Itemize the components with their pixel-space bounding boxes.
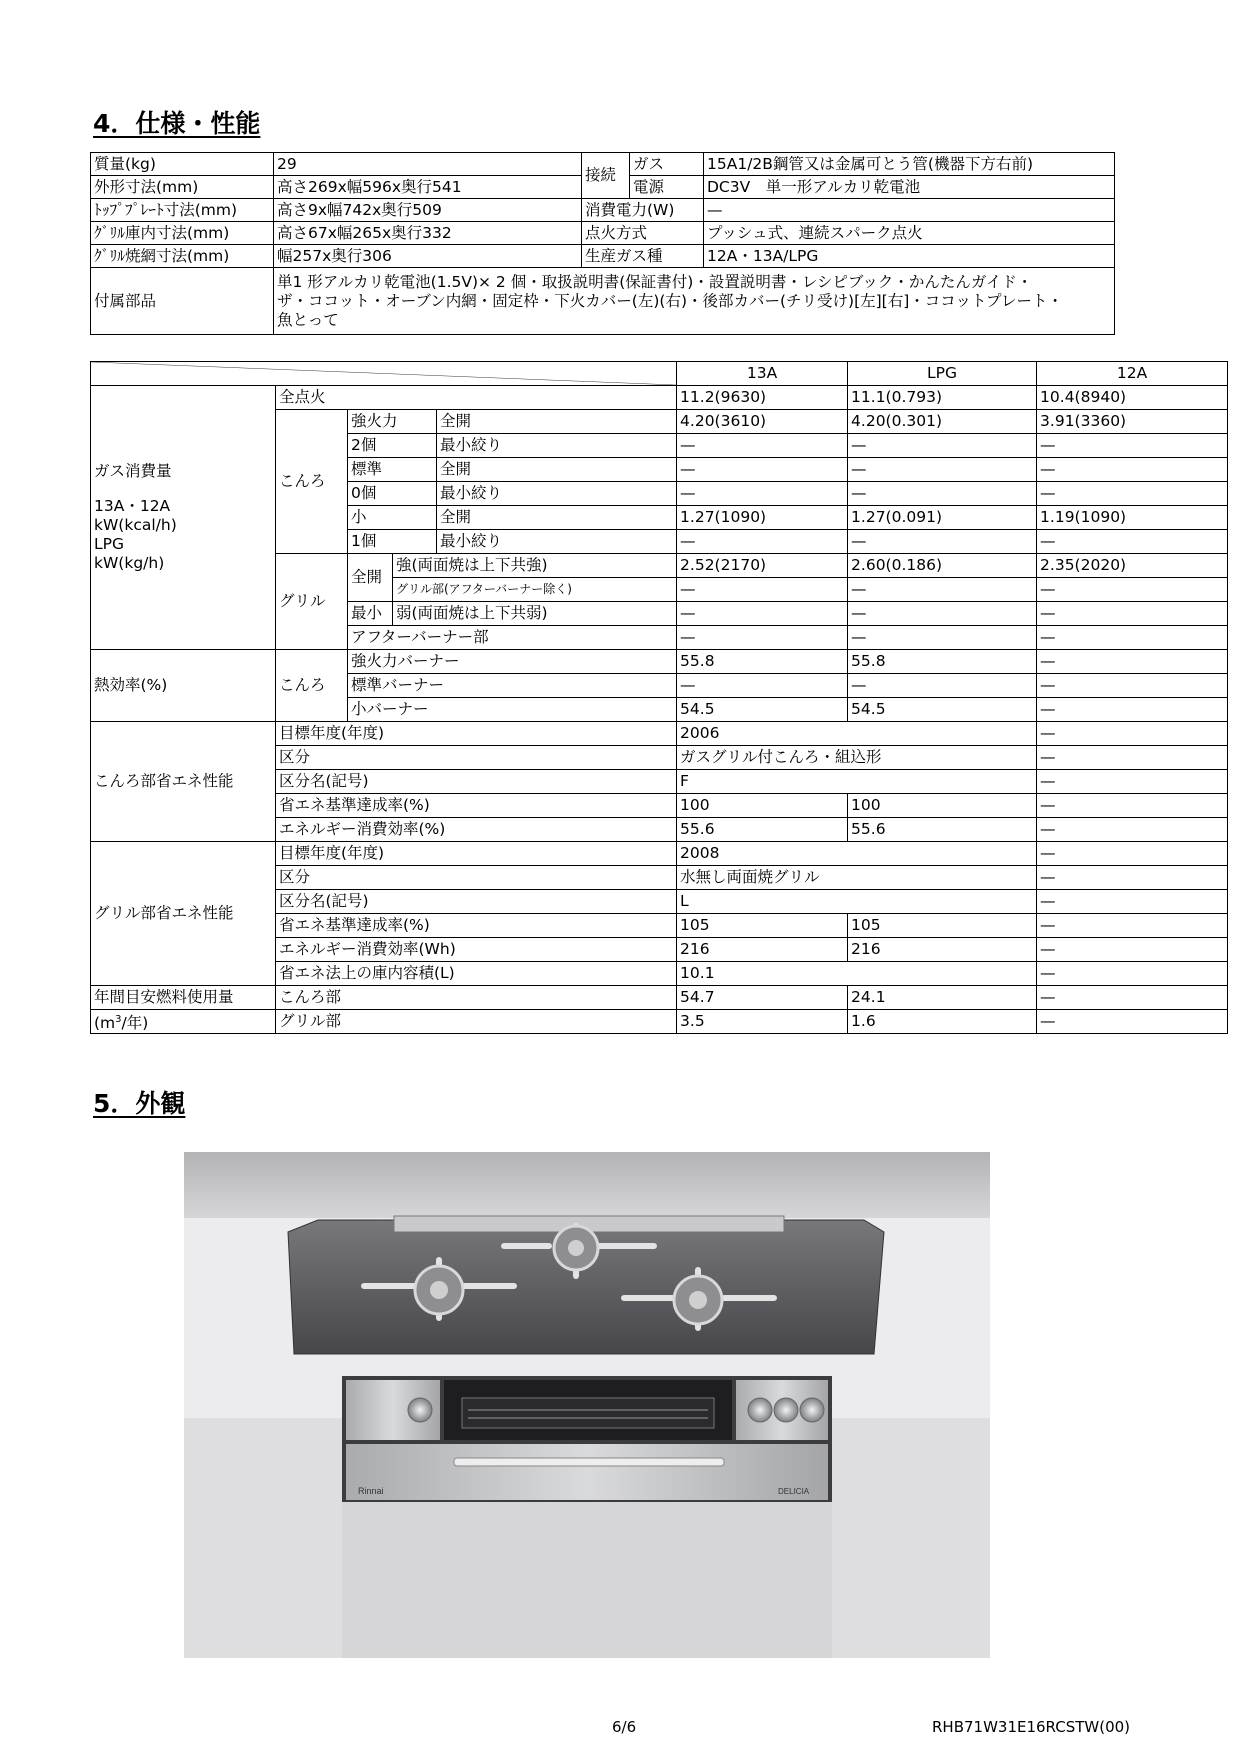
annual-grill-label: グリル部 (276, 1010, 677, 1034)
strong-burner-13a: 55.8 (677, 650, 848, 674)
unit-line-3: LPG (94, 535, 124, 553)
unit-line-4: kW(kg/h) (94, 554, 165, 572)
small-burner-lpg: 54.5 (848, 698, 1037, 722)
standard-full-13a: — (677, 458, 848, 482)
grill-achievement-lpg: 105 (848, 914, 1037, 938)
strong-full-label: 全開 (437, 410, 677, 434)
grill-target-year-label: 目標年度(年度) (276, 842, 677, 866)
konro-energy-label: こんろ部省エネ性能 (91, 722, 276, 842)
grill-weak-label: 弱(両面焼は上下共弱) (393, 602, 677, 626)
grill-label: グリル (276, 554, 348, 650)
consumption-label: 消費電力(W) (582, 199, 704, 222)
annual-grill-lpg: 1.6 (848, 1010, 1037, 1034)
strong-burner-12a: — (1037, 650, 1228, 674)
strong-full-12a: 3.91(3360) (1037, 410, 1228, 434)
grill-symbol-label: 区分名(記号) (276, 890, 677, 914)
outer-dim-label: 外形寸法(mm) (91, 176, 274, 199)
konro-energy-eff-lpg: 55.6 (848, 818, 1037, 842)
small-full-12a: 1.19(1090) (1037, 506, 1228, 530)
standard-burner-13a: — (677, 674, 848, 698)
thermal-konro-label: こんろ (276, 650, 348, 722)
standard-min-label: 最小絞り (437, 482, 677, 506)
accessories-line-3: 魚とって (277, 310, 339, 329)
diagonal-line (91, 362, 676, 385)
grill-category-label: 区分 (276, 866, 677, 890)
product-photo (184, 1152, 990, 1658)
grill-strong-13a: 2.52(2170) (677, 554, 848, 578)
standard-burner-lpg: — (848, 674, 1037, 698)
brand-logo: Rinnai (358, 1486, 384, 1496)
grill-min-label: 最小 (348, 602, 393, 626)
document-code: RHB71W31E16RCSTW(00) (932, 1718, 1131, 1736)
konro-symbol-value: F (677, 770, 1037, 794)
mass-value: 29 (274, 153, 582, 176)
gas-consumption-label (91, 386, 276, 650)
top-plate-value: 高さ9x幅742x奥行509 (274, 199, 582, 222)
after-burner-13a: — (677, 626, 848, 650)
standard-min-12a: — (1037, 482, 1228, 506)
accessories-label: 付属部品 (91, 268, 274, 335)
grill-energy-eff-12a: — (1037, 938, 1228, 962)
small-burner-13a: 54.5 (677, 698, 848, 722)
strong-min-13a: — (677, 434, 848, 458)
annual-konro-lpg: 24.1 (848, 986, 1037, 1010)
ignition-label: 点火方式 (582, 222, 704, 245)
strong-full-lpg: 4.20(0.301) (848, 410, 1037, 434)
all-on-13a: 11.2(9630) (677, 386, 848, 410)
grill-net-value: 幅257x奥行306 (274, 245, 582, 268)
grill-part-label: グリル部(アフターバーナー除く) (393, 578, 677, 602)
grill-inner-value: 高さ67x幅265x奥行332 (274, 222, 582, 245)
gas-type-label: 生産ガス種 (582, 245, 704, 268)
small-burner-12a: — (1037, 698, 1228, 722)
strong-burner-lpg: 55.8 (848, 650, 1037, 674)
konro-achievement-lpg: 100 (848, 794, 1037, 818)
all-on-label: 全点火 (276, 386, 677, 410)
grill-achievement-label: 省エネ基準達成率(%) (276, 914, 677, 938)
annual-konro-13a: 54.7 (677, 986, 848, 1010)
konro-target-year-label: 目標年度(年度) (276, 722, 677, 746)
konro-achievement-12a: — (1037, 794, 1228, 818)
grill-part-13a: — (677, 578, 848, 602)
gas-value: 15A1/2B鋼管又は金属可とう管(機器下方右前) (704, 153, 1115, 176)
small-min-lpg: — (848, 530, 1037, 554)
konro-symbol-label: 区分名(記号) (276, 770, 677, 794)
grill-weak-13a: — (677, 602, 848, 626)
konro-label: こんろ (276, 410, 348, 554)
small-full-13a: 1.27(1090) (677, 506, 848, 530)
strong-min-label: 最小絞り (437, 434, 677, 458)
konro-category-label: 区分 (276, 746, 677, 770)
grill-symbol-value: L (677, 890, 1037, 914)
col-12a: 12A (1037, 362, 1228, 386)
grill-achievement-12a: — (1037, 914, 1228, 938)
grill-category-value: 水無し両面焼グリル (677, 866, 1037, 890)
grill-volume-value: 10.1 (677, 962, 1037, 986)
grill-strong-lpg: 2.60(0.186) (848, 554, 1037, 578)
grill-volume-12a: — (1037, 962, 1228, 986)
grill-energy-eff-label: エネルギー消費効率(Wh) (276, 938, 677, 962)
after-burner-lpg: — (848, 626, 1037, 650)
top-plate-label: ﾄｯﾌﾟﾌﾟﾚｰﾄ寸法(mm) (91, 199, 274, 222)
small-full-lpg: 1.27(0.091) (848, 506, 1037, 530)
standard-burner-label: 標準バーナー (348, 674, 677, 698)
grill-inner-label: ｸﾞﾘﾙ庫内寸法(mm) (91, 222, 274, 245)
small-min-13a: — (677, 530, 848, 554)
grill-net-label: ｸﾞﾘﾙ焼網寸法(mm) (91, 245, 274, 268)
annual-fuel-unit: ($m^3/$年) (91, 1010, 276, 1034)
accessories-line-2: ザ・ココット・オーブン内網・固定枠・下火カバー(左)(右)・後部カバー(チリ受け)[左][右]・ココットプレート・ (277, 291, 1063, 310)
standard-count: 0個 (348, 482, 437, 506)
konro-achievement-13a: 100 (677, 794, 848, 818)
grill-energy-eff-13a: 216 (677, 938, 848, 962)
konro-category-value: ガスグリル付こんろ・組込形 (677, 746, 1037, 770)
gas-type-value: 12A・13A/LPG (704, 245, 1115, 268)
grill-strong-12a: 2.35(2020) (1037, 554, 1228, 578)
konro-energy-eff-13a: 55.6 (677, 818, 848, 842)
konro-energy-eff-label: エネルギー消費効率(%) (276, 818, 677, 842)
konro-target-year-12a: — (1037, 722, 1228, 746)
spec-table (90, 152, 1115, 335)
grill-full-label: 全開 (348, 554, 393, 602)
thermal-eff-label: 熱効率(%) (91, 650, 276, 722)
grill-target-year-12a: — (1037, 842, 1228, 866)
outer-dim-value: 高さ269x幅596x奥行541 (274, 176, 582, 199)
cooktop-illustration (184, 1152, 990, 1658)
small-count: 1個 (348, 530, 437, 554)
standard-min-lpg: — (848, 482, 1037, 506)
annual-konro-12a: — (1037, 986, 1228, 1010)
konro-achievement-label: 省エネ基準達成率(%) (276, 794, 677, 818)
small-min-12a: — (1037, 530, 1228, 554)
grill-category-12a: — (1037, 866, 1228, 890)
strong-min-12a: — (1037, 434, 1228, 458)
section-4-title: 4．仕様・性能 (93, 109, 261, 138)
page-number: 6/6 (612, 1718, 637, 1736)
small-full-label: 全開 (437, 506, 677, 530)
section-5-title: 5．外観 (93, 1089, 186, 1118)
grill-energy-eff-lpg: 216 (848, 938, 1037, 962)
grill-weak-lpg: — (848, 602, 1037, 626)
strong-label: 強火力 (348, 410, 437, 434)
unit-line-2: kW(kcal/h) (94, 516, 177, 534)
grill-part-lpg: — (848, 578, 1037, 602)
standard-min-13a: — (677, 482, 848, 506)
grill-symbol-12a: — (1037, 890, 1228, 914)
col-lpg: LPG (848, 362, 1037, 386)
ignition-value: プッシュ式、連続スパーク点火 (704, 222, 1115, 245)
strong-full-13a: 4.20(3610) (677, 410, 848, 434)
consumption-value: — (704, 199, 1115, 222)
annual-fuel-label: 年間目安燃料使用量 (91, 986, 276, 1010)
grill-strong-label: 強(両面焼は上下共強) (393, 554, 677, 578)
all-on-12a: 10.4(8940) (1037, 386, 1228, 410)
standard-label: 標準 (348, 458, 437, 482)
accessories-value (274, 268, 1115, 335)
series-logo: DELICIA (778, 1487, 810, 1496)
standard-burner-12a: — (1037, 674, 1228, 698)
grill-weak-12a: — (1037, 602, 1228, 626)
grill-target-year-value: 2008 (677, 842, 1037, 866)
standard-full-label: 全開 (437, 458, 677, 482)
power-value: DC3V 単一形アルカリ乾電池 (704, 176, 1115, 199)
small-label: 小 (348, 506, 437, 530)
performance-table (90, 361, 1228, 1034)
konro-symbol-12a: — (1037, 770, 1228, 794)
connection-label: 接続 (582, 153, 630, 199)
annual-grill-12a: — (1037, 1010, 1228, 1034)
small-burner-label: 小バーナー (348, 698, 677, 722)
standard-full-12a: — (1037, 458, 1228, 482)
grill-part-12a: — (1037, 578, 1228, 602)
konro-category-12a: — (1037, 746, 1228, 770)
grill-volume-label: 省エネ法上の庫内容積(L) (276, 962, 677, 986)
annual-grill-13a: 3.5 (677, 1010, 848, 1034)
grill-achievement-13a: 105 (677, 914, 848, 938)
mass-label: 質量(kg) (91, 153, 274, 176)
konro-energy-eff-12a: — (1037, 818, 1228, 842)
accessories-line-1: 単1 形アルカリ乾電池(1.5V)× 2 個・取扱説明書(保証書付)・設置説明書・レシピブック・かんたんガイド・ (277, 272, 1033, 291)
strong-min-lpg: — (848, 434, 1037, 458)
standard-full-lpg: — (848, 458, 1037, 482)
power-label: 電源 (630, 176, 704, 199)
gas-label: ガス (630, 153, 704, 176)
all-on-lpg: 11.1(0.793) (848, 386, 1037, 410)
grill-energy-label: グリル部省エネ性能 (91, 842, 276, 986)
col-13a: 13A (677, 362, 848, 386)
strong-count: 2個 (348, 434, 437, 458)
strong-burner-label: 強火力バーナー (348, 650, 677, 674)
small-min-label: 最小絞り (437, 530, 677, 554)
after-burner-label: アフターバーナー部 (348, 626, 677, 650)
annual-konro-label: こんろ部 (276, 986, 677, 1010)
gas-consumption-title: ガス消費量 (94, 462, 172, 480)
unit-line-1: 13A・12A (94, 497, 171, 515)
header-diagonal-cell (91, 362, 677, 386)
after-burner-12a: — (1037, 626, 1228, 650)
konro-target-year-value: 2006 (677, 722, 1037, 746)
